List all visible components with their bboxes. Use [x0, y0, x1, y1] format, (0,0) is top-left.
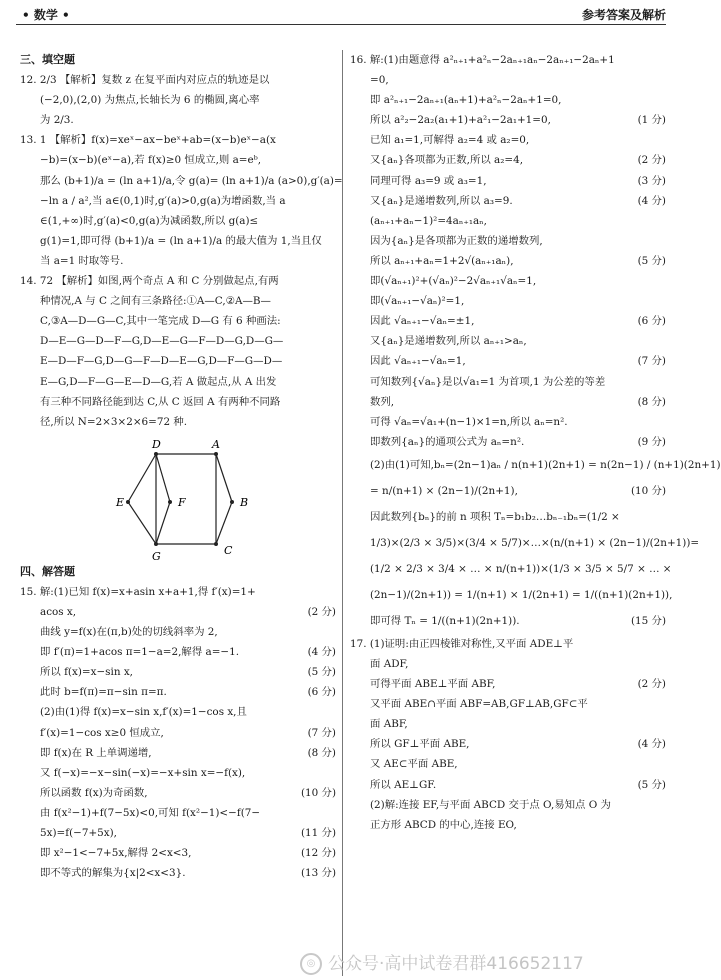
- text-line: [20, 211, 336, 231]
- score-mark: (13 分): [300, 867, 336, 880]
- text-line: [350, 674, 666, 694]
- graph-edge-DE: [128, 454, 156, 502]
- text-line: [20, 70, 336, 90]
- line-text: = n/(n+1) × (2n−1)/(2n+1),: [370, 484, 518, 497]
- line-text: 曲线 y=f(x)在(π,b)处的切线斜率为 2,: [40, 626, 218, 639]
- text-line: [350, 291, 666, 311]
- line-text: 可知数列{√aₙ}是以√a₁=1 为首项,1 为公差的等差: [370, 375, 606, 388]
- text-line: [20, 783, 336, 803]
- text-line: [350, 582, 673, 608]
- line-text: 又平面 ABE∩平面 ABF=AB,GF⊥AB,GF⊂平: [370, 698, 588, 711]
- line-text: 为 2/3.: [40, 114, 74, 127]
- text-line: [20, 130, 336, 150]
- text-line: [350, 110, 666, 130]
- graph-node-c: [214, 542, 218, 546]
- score-mark: (5 分): [307, 666, 336, 679]
- text-line: [350, 734, 666, 754]
- line-text: 可得平面 ABE⊥平面 ABF,: [370, 678, 496, 691]
- text-line: [20, 150, 336, 170]
- line-text: 1/3)×(2/3 × 3/5)×(3/4 × 5/7)×…×(n/(n+1) × (2n−1)/(2n+1))=: [370, 536, 700, 549]
- text-line: [350, 714, 666, 734]
- score-mark: (8 分): [637, 395, 666, 408]
- graph-edge-AB: [216, 454, 232, 502]
- line-text: 由 f(x²−1)+f(7−5x)<0,可知 f(x²−1)<−f(7−: [40, 806, 261, 819]
- text-line: [350, 530, 700, 556]
- line-text: 此时 b=f(π)=π−sin π=π.: [40, 686, 167, 699]
- text-line: [20, 231, 336, 251]
- text-line: [350, 654, 666, 674]
- line-text: 三、填空题: [20, 53, 75, 66]
- line-text: 13. 1 【解析】f(x)=xeˣ−ax−beˣ+ab=(x−b)eˣ−a(x: [20, 134, 276, 147]
- line-text: f′(x)=1−cos x≥0 恒成立,: [40, 726, 164, 739]
- text-line: [350, 694, 666, 714]
- graph-node-g: [154, 542, 158, 546]
- line-text: 面 ADF,: [370, 657, 409, 670]
- text-line: [350, 331, 666, 351]
- section-heading: [20, 50, 336, 70]
- graph-node-d: [154, 452, 158, 456]
- left-column: [20, 50, 343, 883]
- graph-label-e: E: [116, 495, 125, 509]
- score-mark: (2 分): [307, 605, 336, 618]
- text-line: [20, 642, 336, 662]
- line-text: 即 a²ₙ₊₁−2aₙ₊₁(aₙ+1)+a²ₙ−2aₙ+1=0,: [370, 94, 562, 107]
- text-line: [350, 775, 666, 795]
- line-text: 即数列{aₙ}的通项公式为 aₙ=n².: [370, 435, 525, 448]
- page-header: [0, 0, 682, 30]
- text-line: [350, 452, 721, 478]
- graph-edge-BC: [216, 502, 232, 544]
- text-line: [350, 556, 672, 582]
- line-text: E—G,D—F—G—E—D—G,若 A 做起点,从 A 出发: [40, 375, 277, 388]
- line-text: 正方形 ABCD 的中心,连接 EO,: [370, 818, 517, 831]
- text-line: [350, 478, 666, 504]
- graph-svg: [20, 432, 336, 562]
- graph-node-a: [214, 452, 218, 456]
- text-line: [350, 795, 666, 815]
- score-mark: (3 分): [637, 174, 666, 187]
- graph-edge-EG: [128, 502, 156, 544]
- line-text: (2)解:连接 EF,与平面 ABCD 交于点 O,易知点 O 为: [370, 798, 611, 811]
- text-line: [20, 743, 336, 763]
- text-line: [350, 271, 666, 291]
- line-text: 又{aₙ}是递增数列,所以 aₙ₊₁>aₙ,: [370, 335, 527, 348]
- score-mark: (2 分): [637, 678, 666, 691]
- line-text: 15. 解:(1)已知 f(x)=x+asin x+a+1,得 f′(x)=1+: [20, 585, 256, 598]
- line-text: 又 AE⊂平面 ABE,: [370, 758, 458, 771]
- score-mark: (11 分): [300, 827, 336, 839]
- line-text: (1/2 × 2/3 × 3/4 × … × n/(n+1))×(1/3 × 3/5 × 5/7 × … ×: [370, 562, 672, 575]
- line-text: −b)=(x−b)(eˣ−a),若 f(x)≥0 恒成立,则 a=eᵇ,: [40, 154, 262, 167]
- line-text: 5x)=f(−7+5x),: [40, 827, 117, 839]
- text-line: [20, 311, 336, 331]
- line-text: 可得 √aₙ=√a₁+(n−1)×1=n,所以 aₙ=n².: [370, 415, 568, 428]
- text-line: [20, 392, 336, 412]
- right-column: [350, 50, 721, 835]
- graph-edge-DF: [156, 454, 170, 502]
- line-text: 因此 √aₙ₊₁−√aₙ=1,: [370, 355, 466, 368]
- text-line: [20, 291, 336, 311]
- line-text: 所以 GF⊥平面 ABE,: [370, 738, 470, 751]
- score-mark: (4 分): [637, 194, 666, 207]
- line-text: 所以 a²₂−2a₂(a₁+1)+a²₁−2a₁+1=0,: [370, 114, 551, 127]
- line-text: 即 f(x)在 R 上单调递增,: [40, 746, 152, 759]
- text-line: [20, 843, 336, 863]
- line-text: g(1)=1,即可得 (b+1)/a = (ln a+1)/a 的最大值为 1,当且仅: [40, 234, 322, 247]
- text-line: [350, 754, 666, 774]
- line-text: (2)由(1)得 f(x)=x−sin x,f′(x)=1−cos x,且: [40, 706, 247, 719]
- line-text: 又 f(−x)=−x−sin(−x)=−x+sin x=−f(x),: [40, 766, 246, 779]
- text-line: [20, 90, 336, 110]
- line-text: 又{aₙ}是递增数列,所以 a₃=9.: [370, 194, 513, 207]
- score-mark: (6 分): [307, 686, 336, 699]
- text-line: [350, 392, 666, 412]
- line-text: D—E—G—D—F—G,D—E—G—F—D—G,D—G—: [40, 335, 284, 348]
- graph-label-c: C: [224, 543, 233, 557]
- score-mark: (4 分): [307, 646, 336, 659]
- section-heading: [20, 562, 336, 582]
- line-text: 即 x²−1<−7+5x,解得 2<x<3,: [40, 847, 192, 860]
- score-mark: (10 分): [630, 484, 666, 497]
- line-text: −ln a / a²,当 a∈(0,1)时,g′(a)>0,g(a)为增函数,当 a: [40, 194, 286, 207]
- graph-label-a: A: [212, 437, 220, 451]
- line-text: 14. 72 【解析】如图,两个奇点 A 和 C 分别做起点,有两: [20, 275, 279, 288]
- text-line: [20, 271, 336, 291]
- text-line: [20, 110, 336, 130]
- line-text: acos x,: [40, 605, 77, 618]
- text-line: [350, 634, 666, 654]
- graph-label-b: B: [240, 495, 249, 509]
- line-text: =0,: [370, 74, 389, 87]
- text-line: [350, 130, 666, 150]
- text-line: [20, 171, 343, 191]
- line-text: 17. (1)证明:由正四棱锥对称性,又平面 ADE⊥平: [350, 637, 574, 650]
- text-line: [350, 432, 666, 452]
- score-mark: (9 分): [637, 435, 666, 448]
- header-rule: [16, 24, 666, 25]
- text-line: [350, 191, 666, 211]
- text-line: [350, 311, 666, 331]
- score-mark: (4 分): [637, 738, 666, 751]
- text-line: [20, 582, 336, 602]
- text-line: [350, 50, 666, 70]
- line-text: 所以 AE⊥GF.: [370, 778, 437, 791]
- text-line: [20, 723, 336, 743]
- graph-node-e: [126, 500, 130, 504]
- line-text: 即可得 Tₙ = 1/((n+1)(2n+1)).: [370, 614, 520, 627]
- line-text: 所以 f(x)=x−sin x,: [40, 666, 133, 679]
- score-mark: (5 分): [637, 778, 666, 791]
- line-text: 12. 2/3 【解析】复数 z 在复平面内对应点的轨迹是以: [20, 74, 270, 87]
- graph-label-f: F: [178, 495, 186, 509]
- graph-label-d: D: [152, 437, 161, 451]
- text-line: [350, 351, 666, 371]
- text-line: [20, 702, 336, 722]
- line-text: (2)由(1)可知,bₙ=(2n−1)aₙ / n(n+1)(2n+1) = n(2n−1) / (n+1)(2n+1): [370, 458, 721, 471]
- graph-node-b: [230, 500, 234, 504]
- text-line: [350, 150, 666, 170]
- line-text: 当 a=1 时取等号.: [40, 254, 124, 267]
- text-line: [350, 171, 666, 191]
- text-line: [20, 763, 336, 783]
- score-mark: (10 分): [300, 786, 336, 799]
- graph-label-g: G: [152, 549, 161, 563]
- text-line: [20, 622, 336, 642]
- text-line: [20, 251, 336, 271]
- score-mark: (7 分): [637, 355, 666, 368]
- line-text: 即不等式的解集为{x|2<x<3}.: [40, 867, 186, 880]
- graph-node-f: [168, 500, 172, 504]
- graph-edge-FG: [156, 502, 170, 544]
- score-mark: (12 分): [300, 847, 336, 860]
- line-text: 那么 (b+1)/a = (ln a+1)/a,令 g(a)= (ln a+1)/a (a>0),g′(a)=: [40, 174, 343, 187]
- text-line: [20, 682, 336, 702]
- line-text: C,③A—D—G—C,其中一笔完成 D—G 有 6 种画法:: [40, 315, 281, 328]
- text-line: [20, 662, 336, 682]
- text-line: [350, 372, 666, 392]
- line-text: (2n−1)/(2n+1)) = 1/(n+1) × 1/(2n+1) = 1/((n+1)(2n+1)),: [370, 588, 673, 601]
- header-subject: • 数学 •: [22, 8, 70, 22]
- text-line: [350, 211, 666, 231]
- line-text: E—D—F—G,D—G—F—D—E—G,D—F—G—D—: [40, 355, 283, 368]
- text-line: [350, 412, 666, 432]
- text-line: [20, 331, 336, 351]
- text-line: [20, 863, 336, 883]
- score-mark: (8 分): [307, 746, 336, 759]
- text-line: [350, 90, 666, 110]
- line-text: 因此数列{bₙ}的前 n 项积 Tₙ=b₁b₂…bₙ₋₁bₙ=(1/2 ×: [370, 510, 620, 523]
- score-mark: (1 分): [637, 114, 666, 127]
- line-text: (−2,0),(2,0) 为焦点,长轴长为 6 的椭圆,离心率: [40, 94, 260, 107]
- text-line: [20, 351, 336, 371]
- line-text: 因此 √aₙ₊₁−√aₙ=±1,: [370, 315, 475, 328]
- score-mark: (7 分): [307, 726, 336, 739]
- line-text: 数列,: [370, 395, 395, 408]
- text-line: [20, 803, 336, 823]
- line-text: 16. 解:(1)由题意得 a²ₙ₊₁+a²ₙ−2aₙ₊₁aₙ−2aₙ₊₁−2aₙ+1: [350, 54, 615, 66]
- line-text: (aₙ₊₁+aₙ−1)²=4aₙ₊₁aₙ,: [370, 214, 487, 227]
- line-text: 即(√aₙ₊₁−√aₙ)²=1,: [370, 295, 465, 308]
- score-mark: (5 分): [637, 254, 666, 267]
- header-title: 参考答案及解析: [581, 8, 666, 22]
- score-mark: (15 分): [630, 614, 666, 627]
- watermark: [300, 951, 670, 977]
- wechat-logo-icon: ◎: [300, 953, 322, 975]
- text-line: [350, 608, 666, 634]
- text-line: [20, 191, 336, 211]
- line-text: 即(√aₙ₊₁)²+(√aₙ)²−2√aₙ₊₁√aₙ=1,: [370, 275, 537, 288]
- line-text: ∈(1,+∞)时,g′(a)<0,g(a)为减函数,所以 g(a)≤: [40, 214, 259, 227]
- line-text: 又{aₙ}各项都为正数,所以 a₂=4,: [370, 154, 524, 167]
- text-line: [350, 70, 666, 90]
- graph-diagram: [20, 432, 336, 562]
- text-line: [20, 823, 336, 843]
- line-text: 径,所以 N=2×3×2×6=72 种.: [40, 415, 188, 428]
- line-text: 同理可得 a₃=9 或 a₃=1,: [370, 174, 487, 187]
- text-line: [350, 231, 666, 251]
- text-line: [20, 602, 336, 622]
- line-text: 种情况,A 与 C 之间有三条路径:①A—C,②A—B—: [40, 295, 271, 308]
- watermark-text: 公众号·高中试卷君群416652117: [328, 954, 584, 974]
- score-mark: (6 分): [637, 315, 666, 328]
- text-line: [20, 372, 336, 392]
- line-text: 有三种不同路径能到达 C,从 C 返回 A 有两种不同路: [40, 395, 281, 408]
- text-line: [20, 412, 336, 432]
- line-text: 即 f′(π)=1+acos π=1−a=2,解得 a=−1.: [40, 646, 240, 659]
- line-text: 已知 a₁=1,可解得 a₂=4 或 a₂=0,: [370, 134, 530, 147]
- text-line: [350, 251, 666, 271]
- line-text: 所以 aₙ₊₁+aₙ=1+2√(aₙ₊₁aₙ),: [370, 254, 514, 267]
- line-text: 面 ABF,: [370, 718, 408, 731]
- line-text: 因为{aₙ}是各项都为正数的递增数列,: [370, 234, 543, 247]
- line-text: 四、解答题: [20, 564, 75, 578]
- text-line: [350, 504, 666, 530]
- text-line: [350, 815, 666, 835]
- line-text: 所以函数 f(x)为奇函数,: [40, 786, 148, 799]
- score-mark: (2 分): [637, 154, 666, 167]
